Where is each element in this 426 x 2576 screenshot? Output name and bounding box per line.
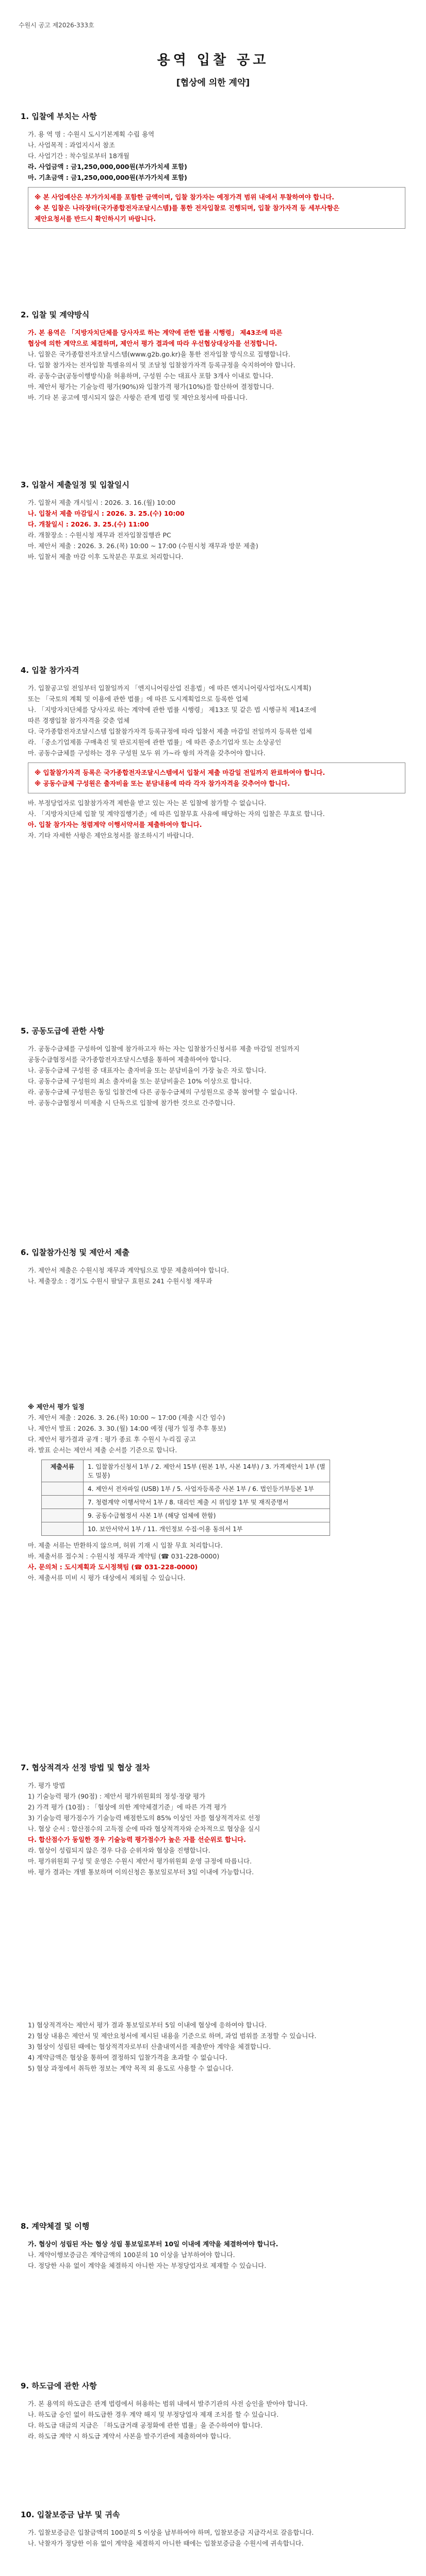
body-line: 5) 협상 과정에서 취득한 정보는 계약 목적 외 용도로 사용할 수 없습니다. — [28, 2064, 234, 2072]
table-row — [42, 1496, 330, 1509]
notice-section — [21, 1247, 405, 1286]
body-line: 마. 평가위원회 구성 및 운영은 수원시 제안서 평가위원회 운영 규정에 따릅니다. — [28, 1857, 252, 1865]
documents-table — [41, 1460, 330, 1536]
body-line: 마. 제안서 제출 : 2026. 3. 26.(목) 10:00 ~ 17:00 (수원시청 재무과 방문 제출) — [28, 542, 258, 550]
section-heading: 1. 입찰에 부치는 사항 — [21, 112, 97, 121]
table-cell-value: 1. 입찰참가신청서 1부 / 2. 제안서 15부 (원본 1부, 사본 14부) / 3. 가격제안서 1부 (별도 밀봉) — [84, 1460, 330, 1482]
table-cell-label — [42, 1509, 84, 1522]
body-line: 가. 평가 방법 — [28, 1782, 65, 1789]
body-line: 라. 협상이 성립되지 않은 경우 다음 순위자와 협상을 진행합니다. — [28, 1846, 210, 1854]
body-line: 라. 공동수급(공동이행방식)을 허용하며, 구성원 수는 대표사 포함 3개사 이내로 합니다. — [28, 372, 273, 380]
body-line: 1) 협상적격자는 제안서 평가 결과 통보일로부터 5일 이내에 협상에 응하여야 합니다. — [28, 2021, 267, 2029]
body-line: 공동수급협정서를 국가종합전자조달시스템을 통하여 제출하여야 합니다. — [28, 1056, 232, 1063]
body-line: 다. 공동수급체 구성원의 최소 출자비율 또는 분담비율은 10% 이상으로 합니다. — [28, 1077, 252, 1085]
body-line: 다. 개찰일시 : 2026. 3. 25.(수) 11:00 — [28, 520, 149, 528]
body-line: 사. 문의처 : 도시계획과 도시정책팀 (☎ 031-228-0000) — [28, 1563, 198, 1571]
body-line: 아. 입찰 참가자는 청렴계약 이행서약서를 제출하여야 합니다. — [28, 821, 202, 828]
body-line: 다. 국가종합전자조달시스템 입찰참가자격 등록규정에 따라 입찰서 제출 마감일 전일까지 등록한 업체 — [28, 727, 312, 735]
body-line: 바. 제출서류 접수처 : 수원시청 재무과 계약팀 (☎ 031-228-0000) — [28, 1552, 220, 1560]
body-line: 1) 기술능력 평가 (90점) : 제안서 평가위원회의 정성·정량 평가 — [28, 1792, 206, 1800]
page-title: 용역 입찰 공고 — [157, 53, 269, 68]
notice-box — [28, 187, 405, 229]
notice-section — [21, 2020, 405, 2074]
table-cell-value: 9. 공동수급협정서 사본 1부 (해당 업체에 한함) — [84, 1509, 330, 1522]
notice-section — [21, 665, 405, 841]
body-line: 나. 입찰은 국가종합전자조달시스템(www.g2b.go.kr)을 통한 전자입찰 방식으로 집행합니다. — [28, 350, 290, 358]
body-line: 가. 제안서 제출 : 2026. 3. 26.(목) 10:00 ~ 17:00 (제출 시간 엄수) — [28, 1414, 225, 1421]
notice-section — [21, 2509, 405, 2549]
notice-section — [21, 1025, 405, 1108]
body-line: 사. 「지방자치단체 입찰 및 계약집행기준」에 따른 입찰무효 사유에 해당하는 자의 입찰은 무효로 합니다. — [28, 810, 325, 818]
body-line: 4) 계약금액은 협상을 통하여 결정하되 입찰가격을 초과할 수 없습니다. — [28, 2054, 227, 2061]
body-line: 나. 제안서 발표 : 2026. 3. 30.(월) 14:00 예정 (평가 일정 추후 통보) — [28, 1425, 226, 1432]
body-line: 다. 사업기간 : 착수일로부터 18개월 — [28, 152, 129, 160]
body-line: 다. 입찰 참가자는 전자입찰 특별유의서 및 조달청 입찰참가자격 등록규정을 숙지하여야 합니다. — [28, 361, 296, 369]
body-line: 나. 사업목적 : 과업지시서 참조 — [28, 141, 115, 149]
notice-section — [21, 309, 405, 403]
notice-section — [21, 1401, 405, 1583]
body-line: 라. 발표 순서는 제안서 제출 순서를 기준으로 합니다. — [28, 1446, 177, 1454]
section-heading: 7. 협상적격자 선정 방법 및 협상 절차 — [21, 1763, 150, 1772]
body-line: 3) 협상이 성립된 때에는 협상적격자로부터 산출내역서를 제출받아 계약을 체결합니다. — [28, 2043, 271, 2050]
body-line: 다. 합산점수가 동일한 경우 기술능력 평가점수가 높은 자를 선순위로 합니다. — [28, 1836, 246, 1843]
notice-number: 수원시 공고 제2026-333호 — [19, 22, 94, 29]
section-heading: 6. 입찰참가신청 및 제안서 제출 — [21, 1248, 129, 1257]
body-line: 가. 입찰서 제출 개시일시 : 2026. 3. 16.(월) 10:00 — [28, 499, 176, 506]
body-line: 가. 제안서 제출은 수원시청 재무과 계약팀으로 방문 제출하여야 합니다. — [28, 1266, 229, 1274]
box-line: ※ 공동수급체 구성원은 출자비율 또는 분담내용에 따라 각자 참가자격을 갖추어야 합니다. — [35, 779, 290, 787]
body-line: 다. 정당한 사유 없이 계약을 체결하지 아니한 자는 부정당업자로 제재할 수 있습니다. — [28, 2262, 267, 2269]
table-cell-value: 4. 제안서 전자파일 (USB) 1부 / 5. 사업자등록증 사본 1부 / 6. 법인등기부등본 1부 — [84, 1482, 330, 1496]
body-line: 2) 협상 내용은 제안서 및 제안요청서에 제시된 내용을 기준으로 하며, 과업 범위를 조정할 수 있습니다. — [28, 2032, 317, 2040]
notice-section — [21, 111, 405, 233]
section-heading: 5. 공동도급에 관한 사항 — [21, 1026, 105, 1036]
body-line: 마. 공동수급체를 구성하는 경우 구성원 모두 위 가~라 항의 자격을 갖추어야 합니다. — [28, 749, 266, 757]
body-line: 나. 낙찰자가 정당한 이유 없이 계약을 체결하지 아니한 때에는 입찰보증금을 수원시에 귀속합니다. — [28, 2539, 304, 2547]
body-line: 마. 공동수급협정서 미제출 시 단독으로 입찰에 참가한 것으로 간주합니다. — [28, 1099, 235, 1107]
box-line: 제안요청서를 반드시 확인하시기 바랍니다. — [35, 215, 156, 223]
page-subtitle: [협상에 의한 계약] — [176, 78, 250, 88]
body-line: 바. 부정당업자로 입찰참가자격 제한을 받고 있는 자는 본 입찰에 참가할 수 없습니다. — [28, 799, 267, 807]
section-heading: 4. 입찰 참가자격 — [21, 666, 79, 675]
notice-box — [28, 762, 405, 793]
body-line: 마. 제출 서류는 반환하지 않으며, 허위 기재 시 입찰 무효 처리합니다. — [28, 1541, 223, 1549]
body-line: 나. 협상 순서 : 합산점수의 고득점 순에 따라 협상적격자와 순차적으로 협상을 실시 — [28, 1825, 260, 1833]
body-line: 가. 입찰보증금은 입찰금액의 100분의 5 이상을 납부하여야 하며, 입찰보증금 지급각서로 갈음합니다. — [28, 2529, 314, 2536]
body-line: ※ 제안서 평가 일정 — [28, 1403, 85, 1411]
body-line: 바. 입찰서 제출 마감 이후 도착분은 무효로 처리합니다. — [28, 553, 184, 561]
body-line: 가. 본 용역의 하도급은 관계 법령에서 허용하는 범위 내에서 발주기관의 사전 승인을 받아야 합니다. — [28, 2400, 308, 2408]
body-line: 라. 공동수급체 구성원은 동일 입찰건에 다른 공동수급체의 구성원으로 중복 참여할 수 없습니다. — [28, 1088, 298, 1096]
body-line: 가. 용 역 명 : 수원시 도시기본계획 수립 용역 — [28, 130, 155, 138]
table-row — [42, 1509, 330, 1522]
table-cell-label: 제출서류 — [42, 1460, 84, 1482]
body-line: 가. 입찰공고일 전일부터 입찰일까지 「엔지니어링산업 진흥법」에 따른 엔지니어링사업자(도시계획) — [28, 684, 312, 692]
body-line: 다. 하도급 대금의 지급은 「하도급거래 공정화에 관한 법률」을 준수하여야 합니다. — [28, 2421, 263, 2429]
body-line: 2) 가격 평가 (10점) : 「협상에 의한 계약체결기준」에 따른 가격 평가 — [28, 1803, 227, 1811]
table-cell-value: 10. 보안서약서 1부 / 11. 개인정보 수집·이용 동의서 1부 — [84, 1522, 330, 1536]
body-line: 협상에 의한 계약으로 체결하며, 제안서 평가 결과에 따라 우선협상대상자를 선정합니다. — [28, 340, 277, 347]
notice-section — [21, 2221, 405, 2271]
notice-section — [21, 2380, 405, 2442]
table-row — [42, 1482, 330, 1496]
table-row — [42, 1522, 330, 1536]
body-line: 가. 본 용역은 「지방자치단체를 당사자로 하는 계약에 관한 법률 시행령」 제43조에 따른 — [28, 329, 283, 336]
body-line: 다. 제안서 평가결과 공개 : 평가 종료 후 수원시 누리집 공고 — [28, 1435, 196, 1443]
table-cell-label — [42, 1522, 84, 1536]
body-line: 나. 계약이행보증금은 계약금액의 100분의 10 이상을 납부하여야 합니다. — [28, 2251, 235, 2259]
box-line: ※ 입찰참가자격 등록은 국가종합전자조달시스템에서 입찰서 제출 마감일 전일까지 완료하여야 합니다. — [35, 769, 325, 776]
table-row — [42, 1460, 330, 1482]
table-cell-label — [42, 1496, 84, 1509]
body-line: 자. 기타 자세한 사항은 제안요청서를 참조하시기 바랍니다. — [28, 832, 194, 839]
section-heading: 8. 계약체결 및 이행 — [21, 2222, 90, 2231]
box-line: ※ 본 입찰은 나라장터(국가종합전자조달시스템)를 통한 전자입찰로 진행되며, 입찰 참가자격 등 세부사항은 — [35, 204, 340, 212]
body-line: 가. 협상이 성립된 자는 협상 성립 통보일로부터 10일 이내에 계약을 체결하여야 합니다. — [28, 2240, 278, 2248]
body-line: 3) 기술능력 평가점수가 기술능력 배점한도의 85% 이상인 자를 협상적격자로 선정 — [28, 1814, 260, 1822]
section-heading: 2. 입찰 및 계약방식 — [21, 310, 90, 319]
section-heading: 9. 하도급에 관한 사항 — [21, 2381, 97, 2391]
table-cell-value: 7. 청렴계약 이행서약서 1부 / 8. 대리인 제출 시 위임장 1부 및 재직증명서 — [84, 1496, 330, 1509]
body-line: 라. 「중소기업제품 구매촉진 및 판로지원에 관한 법률」에 따른 중소기업자 또는 소상공인 — [28, 738, 282, 746]
section-heading: 3. 입찰서 제출일정 및 입찰일시 — [21, 480, 129, 489]
section-heading: 10. 입찰보증금 납부 및 귀속 — [21, 2510, 120, 2519]
body-line: 따른 경쟁입찰 참가자격을 갖춘 업체 — [28, 717, 130, 724]
body-line: 바. 평가 결과는 개별 통보하며 이의신청은 통보일로부터 3일 이내에 가능합니다. — [28, 1868, 254, 1876]
body-line: 마. 제안서 평가는 기술능력 평가(90%)와 입찰가격 평가(10%)를 합산하여 결정합니다. — [28, 383, 274, 391]
table-cell-label — [42, 1482, 84, 1496]
body-line: 나. 제출장소 : 경기도 수원시 팔달구 효원로 241 수원시청 재무과 — [28, 1277, 212, 1285]
body-line: 나. 입찰서 제출 마감일시 : 2026. 3. 25.(수) 10:00 — [28, 510, 185, 517]
notice-section — [21, 1762, 405, 1877]
body-line: 라. 사업금액 : 금1,250,000,000원(부가가치세 포함) — [28, 163, 187, 171]
body-line: 또는 「국토의 계획 및 이용에 관한 법률」에 따른 도시계획업으로 등록한 업체 — [28, 695, 248, 703]
body-line: 아. 제출서류 미비 시 평가 대상에서 제외될 수 있습니다. — [28, 1574, 186, 1582]
body-line: 라. 개찰장소 : 수원시청 재무과 전자입찰집행관 PC — [28, 531, 171, 539]
body-line: 바. 기타 본 공고에 명시되지 않은 사항은 관계 법령 및 제안요청서에 따릅니다. — [28, 394, 248, 401]
body-line: 마. 기초금액 : 금1,250,000,000원(부가가치세 포함) — [28, 174, 187, 181]
body-line: 가. 공동수급체를 구성하여 입찰에 참가하고자 하는 자는 입찰참가신청서류 제출 마감일 전일까지 — [28, 1045, 300, 1053]
body-line: 나. 「지방자치단체를 당사자로 하는 계약에 관한 법률 시행령」 제13조 및 같은 법 시행규칙 제14조에 — [28, 706, 317, 714]
box-line: ※ 본 사업예산은 부가가치세를 포함한 금액이며, 입찰 참가자는 예정가격 범위 내에서 투찰하여야 합니다. — [35, 193, 335, 201]
body-line: 라. 하도급 계약 시 하도급 계약서 사본을 발주기관에 제출하여야 합니다. — [28, 2432, 231, 2440]
body-line: 나. 하도급 승인 없이 하도급한 경우 계약 해지 및 부정당업자 제재 조치를 할 수 있습니다. — [28, 2411, 279, 2418]
notice-section — [21, 479, 405, 562]
body-line: 나. 공동수급체 구성원 중 대표자는 출자비율 또는 분담비율이 가장 높은 자로 합니다. — [28, 1066, 267, 1074]
